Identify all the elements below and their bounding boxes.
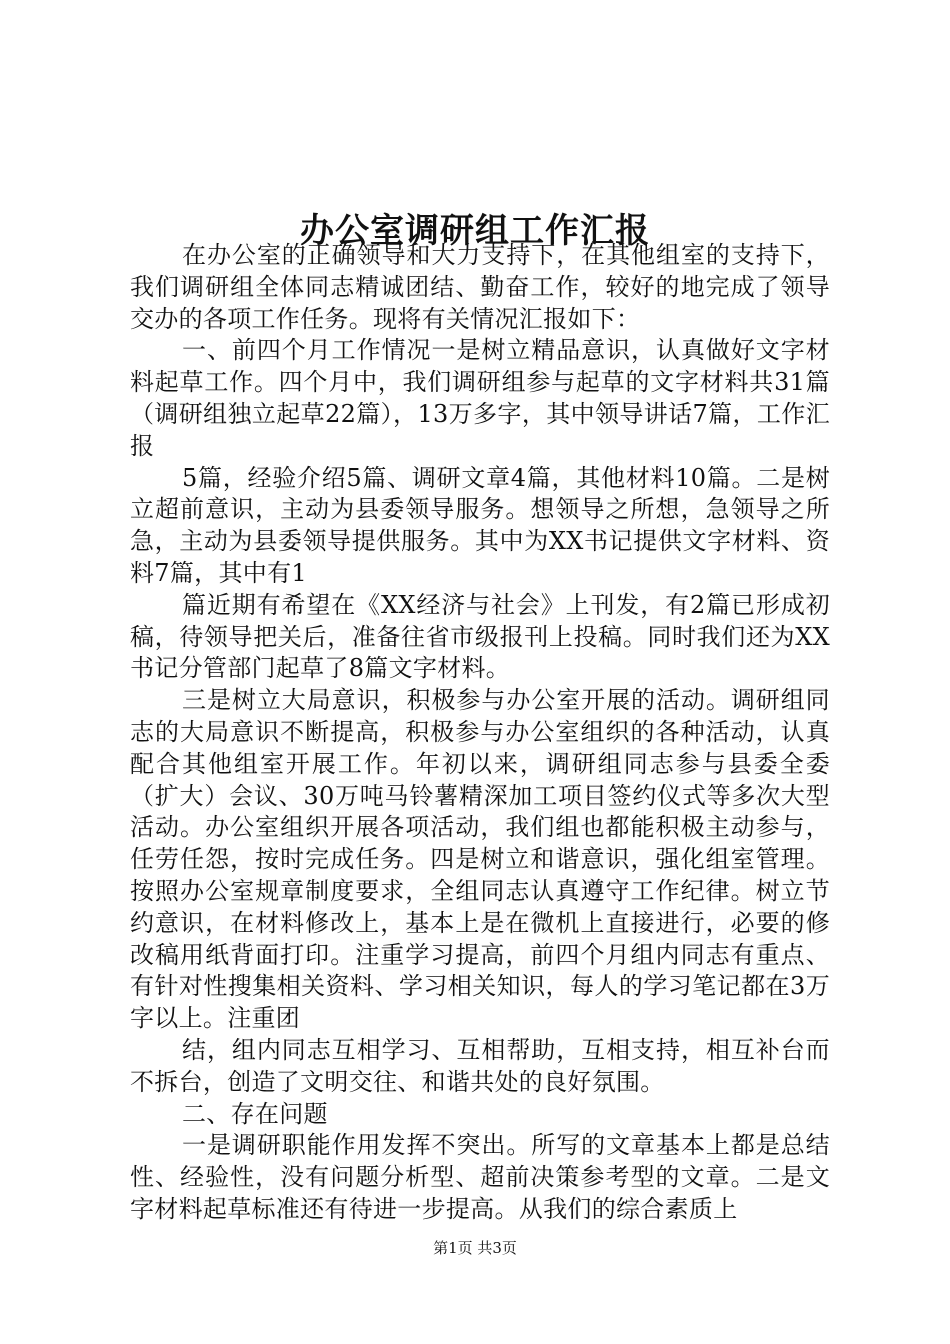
section-heading-problems: 二、存在问题: [182, 1099, 328, 1128]
paragraph-section-1-part-1: 一、前四个月工作情况一是树立精品意识，认真做好文字材料起草工作。四个月中，我们调研组参与起草的文字材料共31篇（调研组独立起草22篇），13万多字，其中领导讲话7篇，工作汇报: [130, 336, 830, 460]
page-number-footer: 第1页 共3页: [433, 1239, 517, 1257]
paragraph-problems: 一是调研职能作用发挥不突出。所写的文章基本上都是总结性、经验性，没有问题分析型、超前决策参考型的文章。二是文字材料起草标准还有待进一步提高。从我们的综合素质上: [130, 1131, 830, 1223]
paragraph-section-1-part-5: 结，组内同志互相学习、互相帮助，互相支持，相互补台而不拆台，创造了文明交往、和谐共处的良好氛围。: [130, 1035, 830, 1096]
paragraph-intro: 在办公室的正确领导和大力支持下，在其他组室的支持下，我们调研组全体同志精诚团结、勤奋工作，较好的地完成了领导交办的各项工作任务。现将有关情况汇报如下：: [130, 241, 830, 333]
paragraph-section-1-part-3: 篇近期有希望在《XX经济与社会》上刊发，有2篇已形成初稿，待领导把关后，准备往省市级报刊上投稿。同时我们还为XX书记分管部门起草了8篇文字材料。: [130, 590, 830, 683]
paragraph-section-1-part-4: 三是树立大局意识，积极参与办公室开展的活动。调研组同志的大局意识不断提高，积极参与办公室组织的各种活动，认真配合其他组室开展工作。年初以来，调研组同志参与县委全委（扩大）会议、30万吨马铃薯精深加工项目签约仪式等多次大型活动。办公室组织开展各项活动，我们组也都能积极主动参与，任劳任怨，按时完成任务。四是树立和谐意识，强化组室管理。按照办公室规章制度要求，全组同志认真遵守工作纪律。树立节约意识，在材料修改上，基本上是在微机上直接进行，必要的修改稿用纸背面打印。注重学习提高，前四个月组内同志有重点、有针对性搜集相关资料、学习相关知识，每人的学习笔记都在3万字以上。注重团: [130, 686, 830, 1033]
paragraph-section-1-part-2: 5篇，经验介绍5篇、调研文章4篇，其他材料10篇。二是树立超前意识，主动为县委领导服务。想领导之所想，急领导之所急，主动为县委领导提供服务。其中为XX书记提供文字材料、资料7篇，其中有1: [130, 463, 830, 587]
document-body: [130, 240, 830, 1226]
document-title: 办公室调研组工作汇报: [300, 210, 650, 251]
